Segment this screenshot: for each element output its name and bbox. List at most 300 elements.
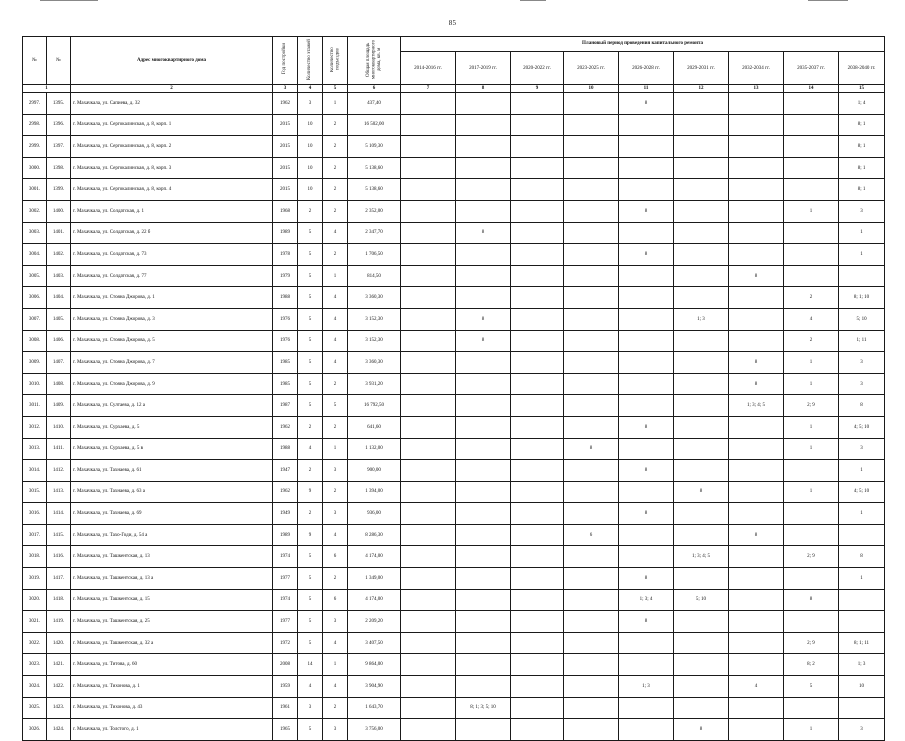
row-local-number-cell: 1403. xyxy=(47,265,71,287)
period-cell xyxy=(784,460,839,482)
period-cell xyxy=(564,611,619,633)
table-row xyxy=(23,503,885,525)
address-cell: г. Махачкала, ул. Ташкентская, д. 13 xyxy=(71,546,273,568)
row-local-number-cell: 1405. xyxy=(47,308,71,330)
row-number-cell: 2999. xyxy=(23,136,47,158)
floors-cell: 2 xyxy=(298,503,323,525)
address-cell: г. Махачкала, ул. Сергокалинская, д. 8, корп. 4 xyxy=(71,179,273,201)
header-period-8: 2035-2037 гг. xyxy=(784,52,839,85)
period-cell xyxy=(729,244,784,266)
entrances-cell: 2 xyxy=(323,179,348,201)
floors-cell: 5 xyxy=(298,719,323,741)
period-cell xyxy=(729,200,784,222)
period-cell xyxy=(564,352,619,374)
period-cell xyxy=(839,589,885,611)
row-local-number-cell: 1415. xyxy=(47,524,71,546)
period-cell xyxy=(401,244,456,266)
period-cell xyxy=(401,330,456,352)
period-cell xyxy=(674,416,729,438)
entrances-cell: 3 xyxy=(323,719,348,741)
period-cell xyxy=(456,114,511,136)
period-cell xyxy=(401,308,456,330)
row-number-cell: 3018. xyxy=(23,546,47,568)
period-cell xyxy=(564,222,619,244)
row-number-cell: 3013. xyxy=(23,438,47,460)
period-cell xyxy=(674,179,729,201)
table-body xyxy=(23,93,885,741)
floors-cell: 5 xyxy=(298,546,323,568)
period-cell xyxy=(564,395,619,417)
period-cell xyxy=(456,265,511,287)
period-cell xyxy=(674,136,729,158)
floors-cell: 2 xyxy=(298,460,323,482)
period-cell xyxy=(729,222,784,244)
table-row xyxy=(23,611,885,633)
entrances-cell: 4 xyxy=(323,330,348,352)
row-number-cell: 3006. xyxy=(23,287,47,309)
year-cell: 1976 xyxy=(273,308,298,330)
row-number-cell: 3017. xyxy=(23,524,47,546)
entrances-cell: 6 xyxy=(323,589,348,611)
period-cell xyxy=(511,373,564,395)
period-cell: 5; 10 xyxy=(839,308,885,330)
table-row xyxy=(23,632,885,654)
table-row xyxy=(23,157,885,179)
period-cell xyxy=(456,546,511,568)
column-number: 14 xyxy=(784,85,839,93)
area-cell: 4 174,00 xyxy=(348,589,401,611)
table-row xyxy=(23,330,885,352)
column-number: 7 xyxy=(401,85,456,93)
header-floors: Количество этажей xyxy=(298,37,323,85)
area-cell: 5 138,60 xyxy=(348,157,401,179)
row-number-cell: 3008. xyxy=(23,330,47,352)
year-cell: 1985 xyxy=(273,352,298,374)
period-cell xyxy=(839,697,885,719)
row-number-cell: 3007. xyxy=(23,308,47,330)
floors-cell: 4 xyxy=(298,676,323,698)
period-cell xyxy=(401,697,456,719)
table-row xyxy=(23,719,885,741)
floors-cell: 14 xyxy=(298,654,323,676)
row-number-cell: 3019. xyxy=(23,568,47,590)
period-cell xyxy=(401,524,456,546)
row-local-number-cell: 1424. xyxy=(47,719,71,741)
period-cell xyxy=(511,416,564,438)
table-row xyxy=(23,244,885,266)
row-local-number-cell: 1396. xyxy=(47,114,71,136)
period-cell xyxy=(784,157,839,179)
table-row xyxy=(23,589,885,611)
address-cell: г. Махачкала, ул. Ташкентская, д. 32 а xyxy=(71,632,273,654)
period-cell xyxy=(456,244,511,266)
table-row xyxy=(23,395,885,417)
period-cell xyxy=(784,179,839,201)
period-cell: 8 xyxy=(619,200,674,222)
year-cell: 1976 xyxy=(273,330,298,352)
period-cell xyxy=(564,568,619,590)
period-cell xyxy=(729,460,784,482)
period-cell: 8 xyxy=(674,719,729,741)
period-cell xyxy=(619,308,674,330)
period-cell xyxy=(511,244,564,266)
period-cell xyxy=(784,697,839,719)
period-cell xyxy=(511,265,564,287)
address-cell: г. Махачкала, ул. Стояна Джорова, д. 5 xyxy=(71,330,273,352)
entrances-cell: 2 xyxy=(323,157,348,179)
period-cell xyxy=(619,546,674,568)
table-row xyxy=(23,222,885,244)
period-cell xyxy=(401,157,456,179)
period-cell xyxy=(511,481,564,503)
row-number-cell: 3004. xyxy=(23,244,47,266)
period-cell: 8 xyxy=(619,93,674,115)
period-cell: 4; 5; 10 xyxy=(839,481,885,503)
row-local-number-cell: 1408. xyxy=(47,373,71,395)
period-cell xyxy=(511,719,564,741)
period-cell xyxy=(564,200,619,222)
period-cell xyxy=(619,352,674,374)
floors-cell: 4 xyxy=(298,438,323,460)
floors-cell: 3 xyxy=(298,697,323,719)
period-cell xyxy=(729,114,784,136)
period-cell xyxy=(456,524,511,546)
period-cell xyxy=(784,93,839,115)
table-row xyxy=(23,114,885,136)
period-cell xyxy=(456,654,511,676)
table-row xyxy=(23,416,885,438)
floors-cell: 2 xyxy=(298,200,323,222)
address-cell: г. Махачкала, ул. Солдатская, д. 22 б xyxy=(71,222,273,244)
column-number: 5 xyxy=(323,85,348,93)
floors-cell: 5 xyxy=(298,632,323,654)
row-number-cell: 3021. xyxy=(23,611,47,633)
row-local-number-cell: 1414. xyxy=(47,503,71,525)
header-no2: № xyxy=(47,37,71,85)
row-local-number-cell: 1418. xyxy=(47,589,71,611)
column-number: 2 xyxy=(71,85,273,93)
period-cell: 5; 10 xyxy=(674,589,729,611)
period-cell xyxy=(619,524,674,546)
row-local-number-cell: 1411. xyxy=(47,438,71,460)
period-cell: 8; 1; 3; 5; 10 xyxy=(456,697,511,719)
period-cell xyxy=(456,416,511,438)
entrances-cell: 2 xyxy=(323,114,348,136)
period-cell xyxy=(564,244,619,266)
period-cell xyxy=(456,719,511,741)
period-cell: 1; 11 xyxy=(839,330,885,352)
period-cell: 2 xyxy=(784,287,839,309)
period-cell xyxy=(511,632,564,654)
period-cell xyxy=(729,308,784,330)
header-area: Общая площадь многоквартирного дома, кв. м xyxy=(348,37,401,85)
period-cell xyxy=(674,222,729,244)
row-number-cell: 3001. xyxy=(23,179,47,201)
period-cell xyxy=(401,654,456,676)
row-local-number-cell: 1410. xyxy=(47,416,71,438)
area-cell: 2 347,70 xyxy=(348,222,401,244)
period-cell xyxy=(674,157,729,179)
period-cell: 8 xyxy=(456,222,511,244)
header-period-1: 2014-2016 гг. xyxy=(401,52,456,85)
area-cell: 3 152,30 xyxy=(348,330,401,352)
floors-cell: 5 xyxy=(298,287,323,309)
period-cell xyxy=(674,632,729,654)
period-cell: 8 xyxy=(839,546,885,568)
period-cell xyxy=(456,136,511,158)
period-cell xyxy=(401,676,456,698)
period-cell xyxy=(674,244,729,266)
row-number-cell: 3015. xyxy=(23,481,47,503)
period-cell xyxy=(511,611,564,633)
period-cell xyxy=(729,568,784,590)
row-number-cell: 3000. xyxy=(23,157,47,179)
header-year: Год постройки xyxy=(273,37,298,85)
row-number-cell: 3014. xyxy=(23,460,47,482)
entrances-cell: 6 xyxy=(323,546,348,568)
period-cell: 1; 3 xyxy=(674,308,729,330)
area-cell: 16 792,50 xyxy=(348,395,401,417)
row-number-cell: 2997. xyxy=(23,93,47,115)
year-cell: 1959 xyxy=(273,676,298,698)
table-row xyxy=(23,136,885,158)
period-cell xyxy=(674,503,729,525)
address-cell: г. Махачкала, ул. Ташкентская, д. 25 xyxy=(71,611,273,633)
period-cell xyxy=(456,568,511,590)
period-cell: 3 xyxy=(839,373,885,395)
area-cell: 1 394,00 xyxy=(348,481,401,503)
period-cell xyxy=(456,438,511,460)
period-cell: 2; 9 xyxy=(784,546,839,568)
table-row xyxy=(23,93,885,115)
address-cell: г. Махачкала, ул. Тихонова, д. 1 xyxy=(71,676,273,698)
entrances-cell: 1 xyxy=(323,93,348,115)
period-cell xyxy=(674,395,729,417)
entrances-cell: 4 xyxy=(323,287,348,309)
floors-cell: 5 xyxy=(298,568,323,590)
header-period-2: 2017-2019 гг. xyxy=(456,52,511,85)
address-cell: г. Махачкала, ул. Тахо-Годи, д. 54 а xyxy=(71,524,273,546)
period-cell xyxy=(619,632,674,654)
column-number: 11 xyxy=(619,85,674,93)
table-row xyxy=(23,697,885,719)
table-row xyxy=(23,308,885,330)
period-cell xyxy=(619,287,674,309)
period-cell xyxy=(564,503,619,525)
header-period-6: 2029-2031 гг. xyxy=(674,52,729,85)
period-cell: 1; 3; 4; 5 xyxy=(674,546,729,568)
period-cell xyxy=(784,136,839,158)
row-number-cell: 3026. xyxy=(23,719,47,741)
period-cell xyxy=(784,222,839,244)
floors-cell: 5 xyxy=(298,330,323,352)
row-number-cell: 2998. xyxy=(23,114,47,136)
row-number-cell: 3003. xyxy=(23,222,47,244)
row-local-number-cell: 1417. xyxy=(47,568,71,590)
period-cell: 6 xyxy=(564,524,619,546)
year-cell: 1977 xyxy=(273,611,298,633)
column-number: 1 xyxy=(23,85,71,93)
row-number-cell: 3020. xyxy=(23,589,47,611)
entrances-cell: 2 xyxy=(323,697,348,719)
year-cell: 1972 xyxy=(273,632,298,654)
period-cell: 8 xyxy=(456,308,511,330)
area-cell: 437,40 xyxy=(348,93,401,115)
floors-cell: 10 xyxy=(298,136,323,158)
period-cell xyxy=(511,654,564,676)
row-local-number-cell: 1399. xyxy=(47,179,71,201)
row-local-number-cell: 1420. xyxy=(47,632,71,654)
period-cell xyxy=(564,265,619,287)
year-cell: 1947 xyxy=(273,460,298,482)
period-cell xyxy=(511,460,564,482)
table-row xyxy=(23,654,885,676)
period-cell: 8 xyxy=(456,330,511,352)
row-number-cell: 3011. xyxy=(23,395,47,417)
area-cell: 5 109,30 xyxy=(348,136,401,158)
year-cell: 2015 xyxy=(273,114,298,136)
floors-cell: 5 xyxy=(298,244,323,266)
period-cell xyxy=(401,546,456,568)
period-cell xyxy=(619,481,674,503)
table-row xyxy=(23,481,885,503)
period-cell xyxy=(729,438,784,460)
period-cell xyxy=(674,373,729,395)
floors-cell: 2 xyxy=(298,416,323,438)
year-cell: 2015 xyxy=(273,136,298,158)
header-period-4: 2023-2025 гг. xyxy=(564,52,619,85)
entrances-cell: 4 xyxy=(323,352,348,374)
period-cell xyxy=(839,265,885,287)
address-cell: г. Махачкала, ул. Ташкентская, д. 13 а xyxy=(71,568,273,590)
column-number: 4 xyxy=(298,85,323,93)
period-cell xyxy=(619,654,674,676)
row-local-number-cell: 1419. xyxy=(47,611,71,633)
period-cell xyxy=(619,719,674,741)
period-cell xyxy=(564,179,619,201)
period-cell xyxy=(456,676,511,698)
floors-cell: 10 xyxy=(298,114,323,136)
period-cell xyxy=(511,179,564,201)
column-number: 9 xyxy=(511,85,564,93)
column-number-row xyxy=(23,85,885,93)
period-cell xyxy=(456,589,511,611)
row-local-number-cell: 1423. xyxy=(47,697,71,719)
period-cell xyxy=(564,697,619,719)
address-cell: г. Махачкала, ул. Стояна Джорова, д. 1 xyxy=(71,287,273,309)
period-cell xyxy=(511,200,564,222)
period-cell: 8 xyxy=(729,352,784,374)
entrances-cell: 2 xyxy=(323,200,348,222)
period-cell xyxy=(619,114,674,136)
table-row xyxy=(23,438,885,460)
area-cell: 1 643,70 xyxy=(348,697,401,719)
period-cell xyxy=(674,287,729,309)
period-cell xyxy=(784,265,839,287)
period-cell xyxy=(456,287,511,309)
year-cell: 1949 xyxy=(273,503,298,525)
period-cell xyxy=(619,697,674,719)
table-row xyxy=(23,676,885,698)
entrances-cell: 3 xyxy=(323,503,348,525)
entrances-cell: 2 xyxy=(323,136,348,158)
period-cell xyxy=(511,546,564,568)
period-cell: 1; 4 xyxy=(839,93,885,115)
period-cell: 4 xyxy=(784,308,839,330)
period-cell: 8; 2 xyxy=(784,654,839,676)
floors-cell: 10 xyxy=(298,157,323,179)
period-cell xyxy=(564,136,619,158)
period-cell xyxy=(784,611,839,633)
period-cell xyxy=(456,179,511,201)
year-cell: 1985 xyxy=(273,373,298,395)
address-cell: г. Махачкала, ул. Стояна Джорова, д. 9 xyxy=(71,373,273,395)
period-cell: 3 xyxy=(839,719,885,741)
address-cell: г. Махачкала, ул. Тахнаева, д. 63 а xyxy=(71,481,273,503)
table-row xyxy=(23,460,885,482)
address-cell: г. Махачкала, ул. Султаева, д. 12 а xyxy=(71,395,273,417)
top-border-marks xyxy=(0,0,905,1)
period-cell xyxy=(729,611,784,633)
period-cell xyxy=(564,114,619,136)
table-row xyxy=(23,352,885,374)
address-cell: г. Махачкала, ул. Солдатская, д. 77 xyxy=(71,265,273,287)
floors-cell: 5 xyxy=(298,611,323,633)
period-cell: 2 xyxy=(784,330,839,352)
period-cell: 8 xyxy=(729,373,784,395)
period-cell xyxy=(511,697,564,719)
entrances-cell: 4 xyxy=(323,524,348,546)
period-cell xyxy=(564,676,619,698)
period-cell xyxy=(511,589,564,611)
period-cell xyxy=(619,438,674,460)
address-cell: г. Махачкала, ул. Сергокалинская, д. 8, корп. 2 xyxy=(71,136,273,158)
area-cell: 3 931,20 xyxy=(348,373,401,395)
period-cell xyxy=(564,481,619,503)
area-cell: 936,00 xyxy=(348,503,401,525)
period-cell xyxy=(729,546,784,568)
period-cell xyxy=(729,416,784,438)
entrances-cell: 4 xyxy=(323,676,348,698)
table-row xyxy=(23,373,885,395)
period-cell xyxy=(401,632,456,654)
period-cell xyxy=(511,676,564,698)
period-cell: 8 xyxy=(839,395,885,417)
header-entrances: Количество подъездов xyxy=(323,37,348,85)
period-cell xyxy=(456,611,511,633)
entrances-cell: 1 xyxy=(323,438,348,460)
period-cell: 1 xyxy=(784,352,839,374)
period-cell xyxy=(511,568,564,590)
period-cell: 1 xyxy=(784,416,839,438)
period-cell: 1; 3; 4; 5 xyxy=(729,395,784,417)
table-row xyxy=(23,200,885,222)
year-cell: 1978 xyxy=(273,244,298,266)
header-period-9: 2038-2040 гг. xyxy=(839,52,885,85)
period-cell xyxy=(784,524,839,546)
period-cell xyxy=(729,503,784,525)
area-cell: 641,60 xyxy=(348,416,401,438)
row-local-number-cell: 1404. xyxy=(47,287,71,309)
floors-cell: 9 xyxy=(298,524,323,546)
period-cell xyxy=(511,503,564,525)
period-cell xyxy=(456,481,511,503)
year-cell: 1989 xyxy=(273,524,298,546)
period-cell xyxy=(729,179,784,201)
period-cell xyxy=(511,287,564,309)
row-local-number-cell: 1400. xyxy=(47,200,71,222)
period-cell xyxy=(564,460,619,482)
